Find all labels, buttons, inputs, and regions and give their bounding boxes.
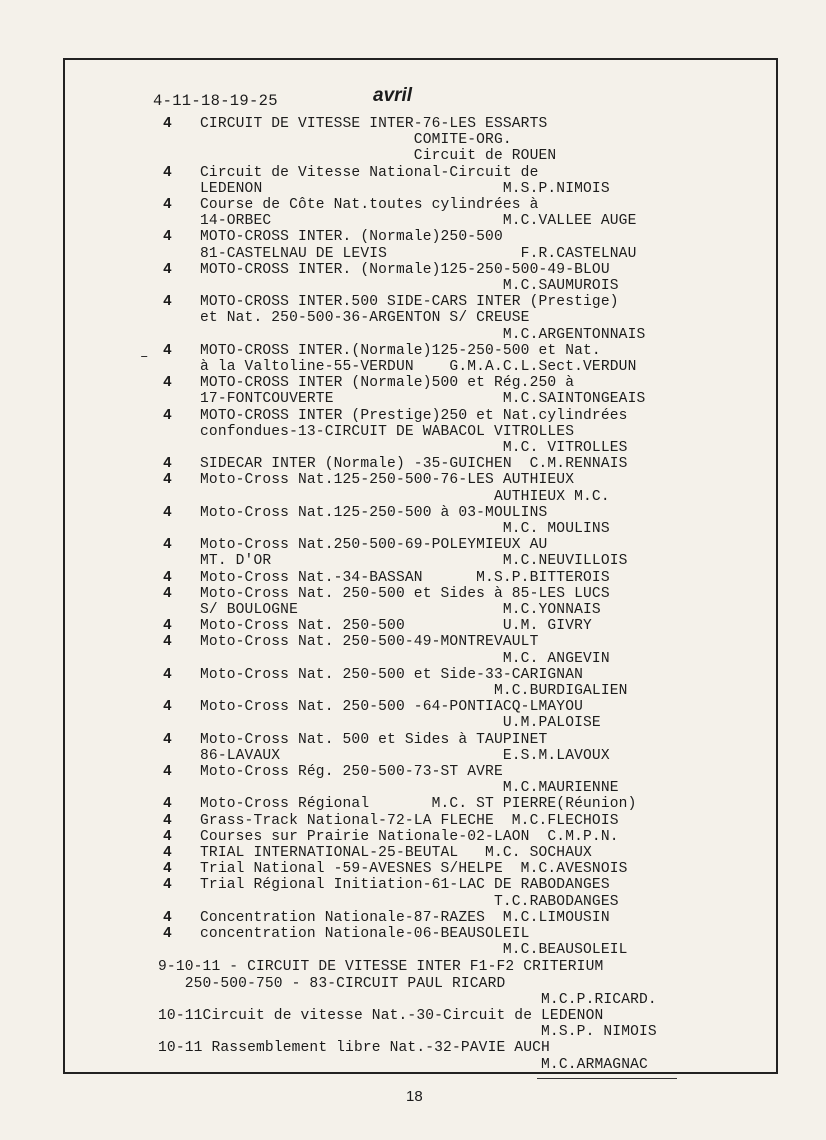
event-line: concentration Nationale-06-BEAUSOLEIL	[200, 926, 530, 942]
event-day: 4	[163, 731, 172, 748]
event-line: Moto-Cross Nat. 250-500 et Side-33-CARIGNAN	[200, 666, 584, 683]
event-day: 4	[163, 764, 172, 780]
event-line: 14-ORBEC M.C.VALLEE AUGE	[200, 213, 637, 230]
event-line: à la Valtoline-55-VERDUN G.M.A.C.L.Sect.VERDUN	[200, 359, 637, 375]
event-line: Moto-Cross Nat.125-250-500 à 03-MOULINS	[200, 504, 548, 521]
event-day: 4	[163, 845, 172, 861]
event-day: 4	[163, 926, 172, 942]
event-line: confondues-13-CIRCUIT DE WABACOL VITROLLES	[200, 423, 575, 440]
event-day: 4	[163, 828, 172, 845]
event-line: et Nat. 250-500-36-ARGENTON S/ CREUSE	[200, 310, 530, 327]
header-dates: 4-11-18-19-25	[153, 92, 278, 110]
event-line: Trial National -59-AVESNES S/HELPE M.C.AVESNOIS	[200, 861, 628, 878]
event-line: 86-LAVAUX E.S.M.LAVOUX	[200, 747, 610, 764]
event-line: M.S.P. NIMOIS	[158, 1024, 657, 1041]
event-line: Moto-Cross Régional M.C. ST PIERRE(Réunion)	[200, 796, 637, 813]
event-day: 4	[163, 634, 172, 651]
event-line: 10-11 Rassemblement libre Nat.-32-PAVIE AUCH	[158, 1040, 550, 1057]
event-day: 4	[163, 197, 172, 213]
event-line: Course de Côte Nat.toutes cylindrées à	[200, 197, 539, 213]
event-line: Circuit de ROUEN	[200, 148, 557, 165]
event-day: 4	[163, 699, 172, 716]
event-day: 4	[163, 537, 172, 554]
event-line: 9-10-11 - CIRCUIT DE VITESSE INTER F1-F2 CRITERIUM	[158, 959, 604, 976]
event-day: 4	[163, 342, 172, 359]
event-line: M.C. MOULINS	[200, 521, 610, 537]
event-line: SIDECAR INTER (Normale) -35-GUICHEN C.M.RENNAIS	[200, 456, 628, 473]
event-line: TRIAL INTERNATIONAL-25-BEUTAL M.C. SOCHAUX	[200, 845, 592, 861]
event-line: 250-500-750 - 83-CIRCUIT PAUL RICARD	[158, 975, 506, 992]
event-line: Moto-Cross Nat. 250-500 U.M. GIVRY	[200, 618, 592, 635]
event-line: U.M.PALOISE	[200, 715, 601, 732]
event-line: M.C.P.RICARD.	[158, 991, 657, 1008]
event-line: M.C.BEAUSOLEIL	[200, 942, 628, 959]
event-line: MOTO-CROSS INTER.500 SIDE-CARS INTER (Prestige)	[200, 294, 619, 311]
event-line: Grass-Track National-72-LA FLECHE M.C.FLECHOIS	[200, 812, 619, 829]
event-line: Courses sur Prairie Nationale-02-LAON C.M.P.N.	[200, 828, 619, 845]
event-day: 4	[163, 375, 172, 392]
header-month: avril	[373, 85, 413, 106]
event-day: 4	[163, 407, 172, 424]
event-day: 4	[163, 294, 172, 311]
event-line: T.C.RABODANGES	[200, 893, 619, 910]
event-line: MOTO-CROSS INTER. (Normale)125-250-500-49-BLOU	[200, 261, 610, 278]
event-line: AUTHIEUX M.C.	[200, 488, 610, 505]
event-line: MOTO-CROSS INTER.(Normale)125-250-500 et Nat.	[200, 342, 601, 359]
event-line: Moto-Cross Rég. 250-500-73-ST AVRE	[200, 764, 503, 780]
event-line: CIRCUIT DE VITESSE INTER-76-LES ESSARTS	[200, 116, 548, 132]
event-line: Moto-Cross Nat. 500 et Sides à TAUPINET	[200, 731, 548, 748]
event-line: Moto-Cross Nat.250-500-69-POLEYMIEUX AU	[200, 537, 548, 554]
bottom-rule	[537, 1078, 677, 1079]
event-day: 4	[163, 618, 172, 635]
event-line: M.C.ARGENTONNAIS	[200, 326, 646, 343]
event-line: Concentration Nationale-87-RAZES M.C.LIMOUSIN	[200, 909, 610, 926]
event-line: 81-CASTELNAU DE LEVIS F.R.CASTELNAU	[200, 245, 637, 262]
event-line: Moto-Cross Nat. 250-500 et Sides à 85-LES LUCS	[200, 585, 610, 602]
event-day: 4	[163, 504, 172, 521]
event-line: Moto-Cross Nat.125-250-500-76-LES AUTHIEUX	[200, 472, 575, 489]
event-day: 4	[163, 877, 172, 894]
event-day: 4	[163, 164, 172, 181]
event-line: MOTO-CROSS INTER (Normale)500 et Rég.250 à	[200, 375, 575, 392]
event-day: 4	[163, 796, 172, 813]
event-line: Moto-Cross Nat. 250-500 -64-PONTIACQ-LMAYOU	[200, 699, 584, 716]
event-line: 10-11Circuit de vitesse Nat.-30-Circuit de LEDENON	[158, 1008, 604, 1024]
page-number: 18	[406, 1088, 423, 1105]
event-day: 4	[163, 116, 172, 132]
event-line: COMITE-ORG.	[200, 132, 512, 149]
event-line: 17-FONTCOUVERTE M.C.SAINTONGEAIS	[200, 391, 646, 408]
event-day: 4	[163, 569, 172, 586]
event-day: 4	[163, 229, 172, 246]
event-day: 4	[163, 666, 172, 683]
event-day: 4	[163, 585, 172, 602]
event-line: M.C.ARMAGNAC	[158, 1056, 648, 1073]
event-day: 4	[163, 261, 172, 278]
event-line: MOTO-CROSS INTER (Prestige)250 et Nat.cylindrées	[200, 407, 628, 424]
event-line: LEDENON M.S.P.NIMOIS	[200, 180, 610, 197]
event-line: M.C. ANGEVIN	[200, 650, 610, 667]
event-day: 4	[163, 456, 172, 473]
event-line: M.C.BURDIGALIEN	[200, 683, 628, 699]
event-day: 4	[163, 861, 172, 878]
ink-mark: –	[140, 349, 149, 365]
event-line: S/ BOULOGNE M.C.YONNAIS	[200, 602, 601, 618]
event-line: M.C. VITROLLES	[200, 440, 628, 456]
event-day: 4	[163, 472, 172, 489]
event-line: Moto-Cross Nat.-34-BASSAN M.S.P.BITTEROIS	[200, 569, 610, 586]
event-day: 4	[163, 909, 172, 926]
event-line: M.C.MAURIENNE	[200, 780, 619, 797]
event-line: Trial Régional Initiation-61-LAC DE RABODANGES	[200, 877, 610, 894]
event-line: MOTO-CROSS INTER. (Normale)250-500	[200, 229, 503, 246]
event-line: M.C.SAUMUROIS	[200, 278, 619, 294]
event-line: MT. D'OR M.C.NEUVILLOIS	[200, 553, 628, 570]
event-day: 4	[163, 812, 172, 829]
event-line: Circuit de Vitesse National-Circuit de	[200, 164, 539, 181]
event-line: Moto-Cross Nat. 250-500-49-MONTREVAULT	[200, 634, 539, 651]
